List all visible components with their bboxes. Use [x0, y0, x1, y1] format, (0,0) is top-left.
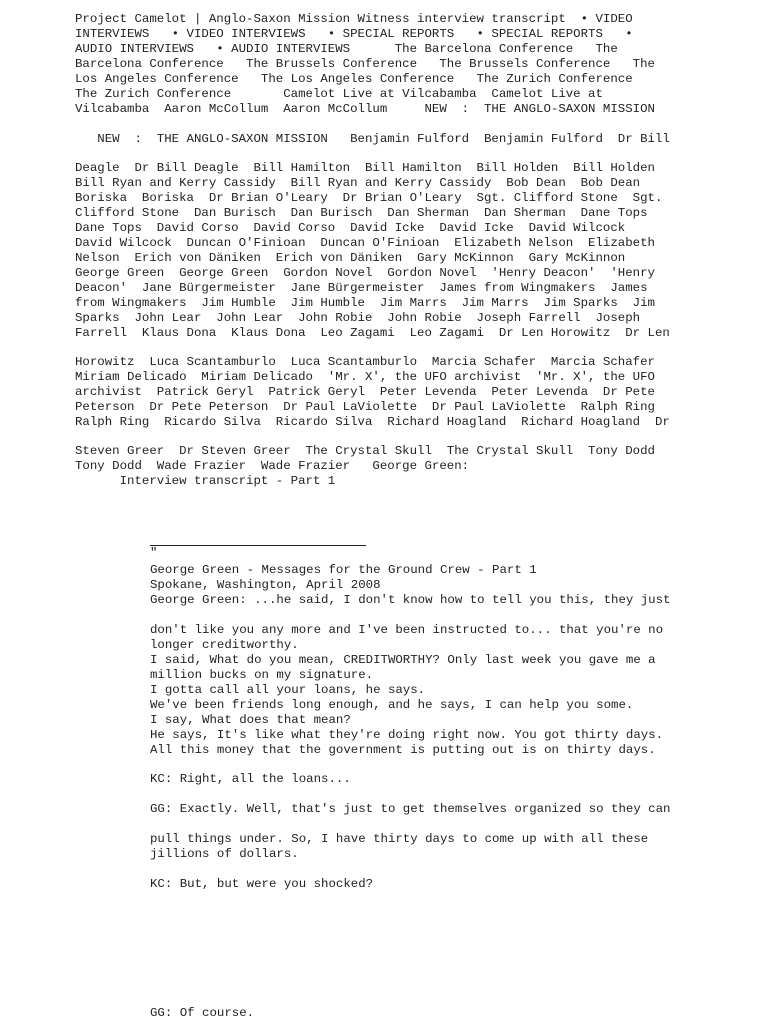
header-line[interactable]: Boriska Boriska Dr Brian O'Leary Dr Brian O'Leary Sgt. Clifford Stone Sgt.: [75, 191, 663, 205]
transcript-line: All this money that the government is putting out is on thirty days.: [150, 743, 656, 757]
header-line[interactable]: Farrell Klaus Dona Klaus Dona Leo Zagami Leo Zagami Dr Len Horowitz Dr Len: [75, 326, 670, 340]
header-line[interactable]: Deacon' Jane Bürgermeister Jane Bürgermeister James from Wingmakers James: [75, 281, 648, 295]
header-line[interactable]: AUDIO INTERVIEWS • AUDIO INTERVIEWS The Barcelona Conference The: [75, 42, 618, 56]
header-line[interactable]: NEW : THE ANGLO-SAXON MISSION Benjamin Fulford Benjamin Fulford Dr Bill: [75, 132, 670, 146]
header-line[interactable]: Tony Dodd Wade Frazier Wade Frazier George Green:: [75, 459, 470, 473]
header-line[interactable]: Clifford Stone Dan Burisch Dan Burisch Dan Sherman Dan Sherman Dane Tops: [75, 206, 648, 220]
header-line[interactable]: from Wingmakers Jim Humble Jim Humble Jim Marrs Jim Marrs Jim Sparks Jim: [75, 296, 655, 310]
quote-mark: ": [150, 546, 158, 560]
transcript-line: We've been friends long enough, and he says, I can help you some.: [150, 698, 634, 712]
header-line[interactable]: David Wilcock Duncan O'Finioan Duncan O'Finioan Elizabeth Nelson Elizabeth: [75, 236, 655, 250]
header-line[interactable]: INTERVIEWS • VIDEO INTERVIEWS • SPECIAL REPORTS • SPECIAL REPORTS •: [75, 27, 633, 41]
transcript-line: million bucks on my signature.: [150, 668, 374, 682]
header-line[interactable]: archivist Patrick Geryl Patrick Geryl Peter Levenda Peter Levenda Dr Pete: [75, 385, 655, 399]
header-line[interactable]: Nelson Erich von Däniken Erich von Däniken Gary McKinnon Gary McKinnon: [75, 251, 626, 265]
transcript-line: I said, What do you mean, CREDITWORTHY? Only last week you gave me a: [150, 653, 656, 667]
transcript-line: KC: Right, all the loans...: [150, 772, 351, 786]
transcript-line: I say, What does that mean?: [150, 713, 351, 727]
header-line[interactable]: George Green George Green Gordon Novel Gordon Novel 'Henry Deacon' 'Henry: [75, 266, 655, 280]
transcript-line: He says, It's like what they're doing right now. You got thirty days.: [150, 728, 664, 742]
header-line[interactable]: Horowitz Luca Scantamburlo Luca Scantamburlo Marcia Schafer Marcia Schafer: [75, 355, 655, 369]
header-line[interactable]: Sparks John Lear John Lear John Robie John Robie Joseph Farrell Joseph: [75, 311, 641, 325]
header-line[interactable]: Steven Greer Dr Steven Greer The Crystal Skull The Crystal Skull Tony Dodd: [75, 444, 655, 458]
header-line[interactable]: Barcelona Conference The Brussels Conference The Brussels Conference The: [75, 57, 655, 71]
header-line[interactable]: Dane Tops David Corso David Corso David Icke David Icke David Wilcock: [75, 221, 626, 235]
transcript-line: pull things under. So, I have thirty days to come up with all these: [150, 832, 649, 846]
header-line[interactable]: Los Angeles Conference The Los Angeles Conference The Zurich Conference: [75, 72, 633, 86]
header-line[interactable]: Miriam Delicado Miriam Delicado 'Mr. X', the UFO archivist 'Mr. X', the UFO: [75, 370, 655, 384]
header-line[interactable]: Peterson Dr Pete Peterson Dr Paul LaViolette Dr Paul LaViolette Ralph Ring: [75, 400, 655, 414]
transcript-line: longer creditworthy.: [150, 638, 299, 652]
header-line[interactable]: The Zurich Conference Camelot Live at Vilcabamba Camelot Live at: [75, 87, 603, 101]
transcript-line: don't like you any more and I've been instructed to... that you're no: [150, 623, 664, 637]
transcript-line: GG: Exactly. Well, that's just to get themselves organized so they can: [150, 802, 671, 816]
header-line[interactable]: Vilcabamba Aaron McCollum Aaron McCollum NEW : THE ANGLO-SAXON MISSION: [75, 102, 655, 116]
header-line[interactable]: Project Camelot | Anglo-Saxon Mission Witness interview transcript • VIDEO: [75, 12, 633, 26]
transcript-line: KC: But, but were you shocked?: [150, 877, 374, 891]
transcript-line: GG: Of course.: [150, 1006, 255, 1020]
page-subtitle: Interview transcript - Part 1: [75, 474, 336, 488]
header-line[interactable]: Bill Ryan and Kerry Cassidy Bill Ryan and Kerry Cassidy Bob Dean Bob Dean: [75, 176, 641, 190]
transcript-title: George Green - Messages for the Ground Crew - Part 1: [150, 563, 537, 577]
header-line[interactable]: Deagle Dr Bill Deagle Bill Hamilton Bill Hamilton Bill Holden Bill Holden: [75, 161, 655, 175]
transcript-divider: [150, 545, 366, 546]
transcript-line: I gotta call all your loans, he says.: [150, 683, 426, 697]
transcript-location: Spokane, Washington, April 2008: [150, 578, 381, 592]
transcript-line: jillions of dollars.: [150, 847, 299, 861]
transcript-line: George Green: ...he said, I don't know how to tell you this, they just: [150, 593, 671, 607]
header-line[interactable]: Ralph Ring Ricardo Silva Ricardo Silva Richard Hoagland Richard Hoagland Dr: [75, 415, 670, 429]
